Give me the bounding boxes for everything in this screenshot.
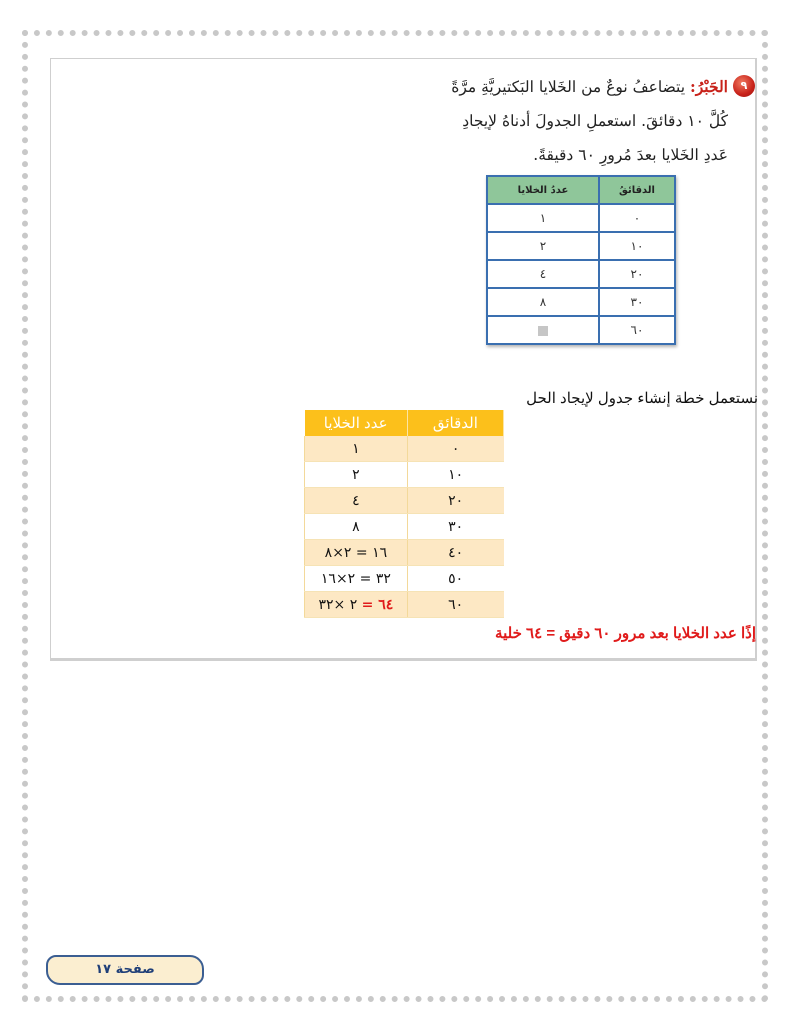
final-expression: ٢ ×٣٢ (318, 596, 358, 613)
table-row (487, 288, 675, 316)
problem-statement (398, 70, 728, 172)
table-row (487, 260, 675, 288)
table-row (487, 232, 675, 260)
minutes-cell: ٦٠ (599, 316, 675, 344)
cells-cell: ٨ (487, 288, 599, 316)
table-row (305, 566, 504, 592)
cells-cell: ١٦ = ٢×٨ (305, 540, 408, 566)
table-row (305, 436, 504, 462)
table-row (487, 316, 675, 344)
solution-plan-text: نستعمل خطة إنشاء جدول لإيجاد الحل (526, 390, 758, 407)
table-row (305, 514, 504, 540)
problem-lead: الجَبْرُ: (690, 77, 728, 96)
table-row (305, 540, 504, 566)
minutes-cell: ٤٠ (407, 540, 503, 566)
cells-cell: ٢ (305, 462, 408, 488)
minutes-cell: ٣٠ (599, 288, 675, 316)
cells-cell: ٤ (305, 488, 408, 514)
cells-cell: ١ (305, 436, 408, 462)
minutes-cell: ٦٠ (407, 592, 503, 618)
minutes-cell: ١٠ (407, 462, 503, 488)
conclusion-text: إذًا عدد الخلايا بعد مرور ٦٠ دقيق = ٦٤ خلية (495, 625, 756, 642)
solution-table (304, 410, 504, 618)
problem-table (486, 175, 676, 345)
cells-cell: ٣٢ = ٢×١٦ (305, 566, 408, 592)
table-row (305, 592, 504, 618)
minutes-cell: ٠ (599, 204, 675, 232)
page-number-tag: صفحة ١٧ (46, 955, 204, 985)
problem-line-3: عَددِ الخَلايا بعدَ مُرورِ ٦٠ دقيقةً. (533, 146, 728, 164)
header-cells: عدد الخلايا (305, 410, 408, 436)
problem-line-2: كُلَّ ١٠ دقائقَ. استعملِ الجدولَ أدناهُ لإيجادِ (462, 112, 728, 130)
cells-cell: ٨ (305, 514, 408, 540)
cells-cell: ١ (487, 204, 599, 232)
minutes-cell: ٢٠ (599, 260, 675, 288)
problem-text-1: يتضاعفُ نوعٌ من الخَلايا البَكتيريَّةِ مرَّةً (451, 78, 686, 96)
minutes-cell: ٠ (407, 436, 503, 462)
cells-cell: ٤ (487, 260, 599, 288)
header-cells: عددُ الخلايا (487, 176, 599, 204)
final-result: ٦٤ = (361, 596, 394, 613)
table-row (305, 462, 504, 488)
table-row (487, 204, 675, 232)
header-minutes: الدقائق (407, 410, 503, 436)
problem-line-1 (398, 70, 728, 104)
minutes-cell: ٥٠ (407, 566, 503, 592)
unknown-placeholder-box (538, 326, 548, 336)
table-row (305, 488, 504, 514)
minutes-cell: ١٠ (599, 232, 675, 260)
cells-cell: ٢ (487, 232, 599, 260)
minutes-cell: ٣٠ (407, 514, 503, 540)
minutes-cell: ٢٠ (407, 488, 503, 514)
problem-number-badge: ٩ (733, 75, 755, 97)
unknown-cell (487, 316, 599, 344)
header-minutes: الدقائقُ (599, 176, 675, 204)
cells-cell (305, 592, 408, 618)
